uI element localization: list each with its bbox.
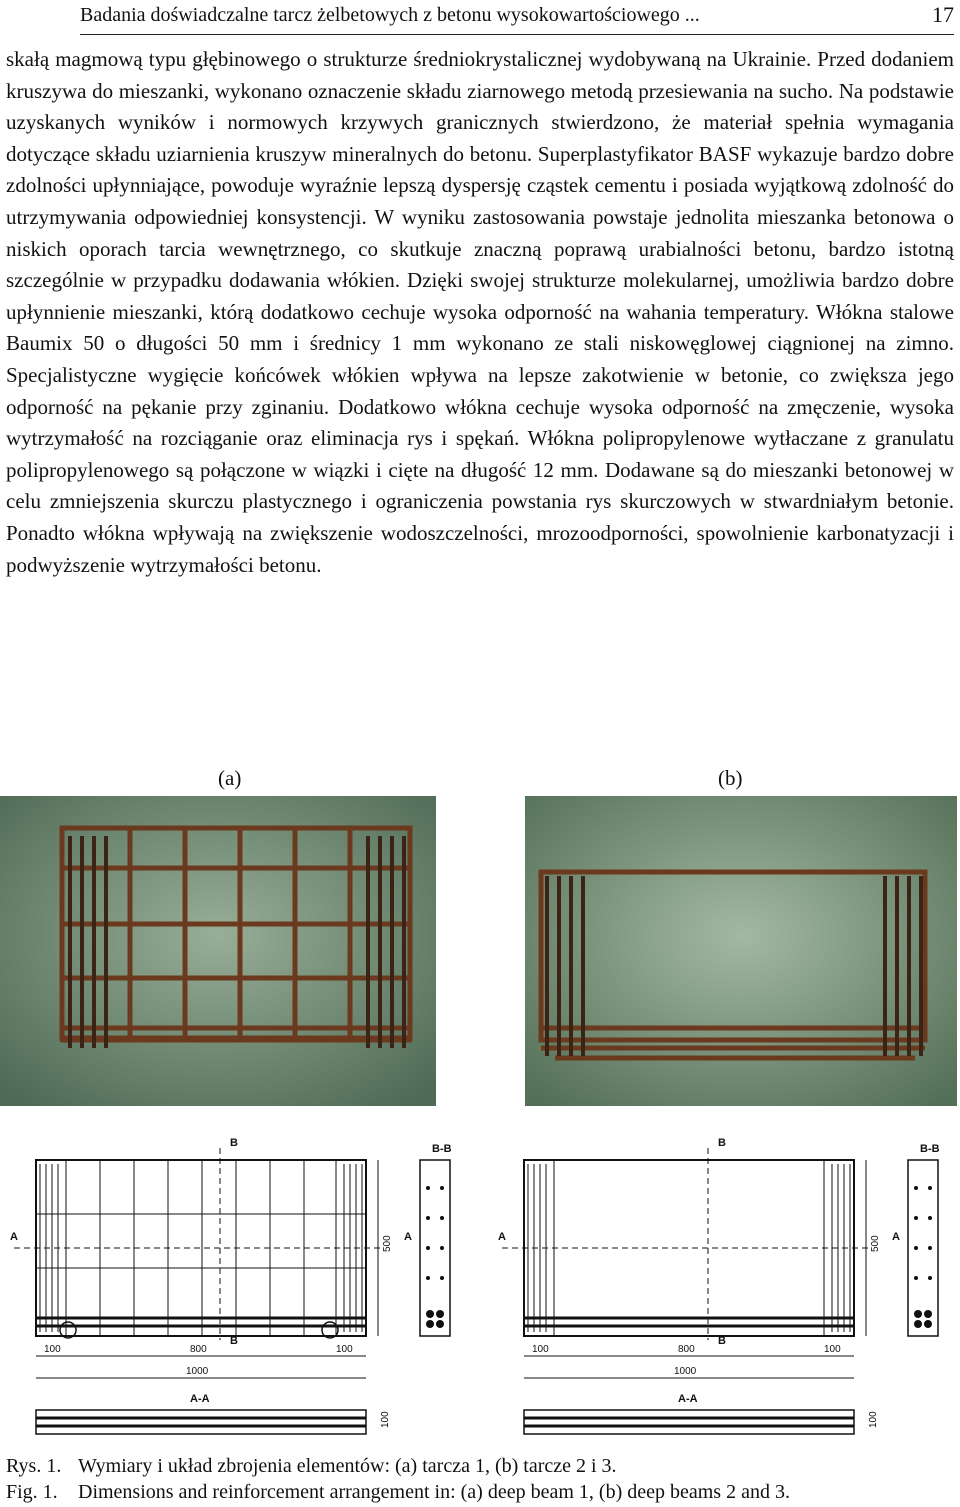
dim-total: 1000	[186, 1366, 209, 1377]
dim-depth: 100	[380, 1411, 391, 1428]
dim-depth: 100	[868, 1411, 879, 1428]
drawing-b	[488, 1128, 958, 1448]
label-a-left: A	[10, 1231, 18, 1243]
label-b-bottom: B	[230, 1335, 238, 1347]
page-number: 17	[932, 2, 954, 27]
page-header	[80, 0, 954, 35]
body-paragraph: skałą magmową typu głębinowego o strukturze średniokrystalicznej wydobywaną na Ukrainie. Przed dodaniem kruszywa do mieszanki, wykonano oznaczenie składu ziarnowego metodą przesiewania na sucho. Na podstawie uzyskanych wyników i normowych krzywych granicznych stwierdzono, że materiał spełnia wymagania dotyczące składu uziarnienia kruszyw mineralnych do betonu. Superplastyfikator BASF wykazuje bardzo dobre zdolności upłynniające, powoduje wyraźnie lepszą dyspersję cząstek cementu i posiada wyjątkową zdolność do utrzymywania odpowiedniej konsystencji. W wyniku zastosowania powstaje jednolita mieszanka betonowa o niskich oporach tarcia wewnętrznego, co skutkuje znaczną poprawą urabialności betonu, bardzo istotną szczególnie w przypadku dodawania włókien. Dzięki swojej strukturze molekularnej, umożliwia bardzo dobre upłynnienie mieszanki, którą dodatkowo cechuje wysoka odporność na wahania temperatury. Włókna stalowe Baumix 50 o długości 50 mm i średnicy 1 mm wykonano ze stali niskowęglowej ciągnionej na zimno. Specjalistyczne wygięcie końcówek włókien wpływa na lepsze zakotwienie w betonie, co zwiększa jego odporność na pękanie przy zginaniu. Dodatkowo włókna cechuje wysoka odporność na zmęczenie, wysoka wytrzymałość na rozciąganie oraz eliminacja rys i spękań. Włókna polipropylenowe wytłaczane z granulatu polipropylenowego są połączone w wiązki i cięte na długość 12 mm. Dodawane są do mieszanki betonowej w celu zmniejszenia skurczu plastycznego i ograniczenia powstania rys skurczowych w stwardniałym betonie. Ponadto włókna wpływają na zwiększenie wodoszczelności, mrozoodporności, spowolnienie karbonatyzacji i podwyższenie wytrzymałości betonu.	[6, 47, 954, 577]
caption-en-key: Fig. 1.	[6, 1481, 58, 1503]
label-aa: A-A	[678, 1393, 698, 1405]
caption-pl-key: Rys. 1.	[6, 1455, 62, 1477]
dim-left: 100	[532, 1344, 549, 1355]
drawing-a	[0, 1128, 470, 1448]
dim-middle: 800	[190, 1344, 207, 1355]
photo-b	[525, 796, 957, 1106]
label-a-left: A	[498, 1231, 506, 1243]
label-a-right: A	[892, 1231, 900, 1243]
photo-a	[0, 796, 436, 1106]
label-aa: A-A	[190, 1393, 210, 1405]
figure-label-a: (a)	[218, 766, 242, 790]
label-b-top: B	[718, 1137, 726, 1149]
caption-en	[6, 1481, 790, 1504]
dim-height: 500	[382, 1235, 393, 1252]
caption-en-text: Dimensions and reinforcement arrangement in: (a) deep beam 1, (b) deep beams 2 and 3.	[78, 1481, 790, 1503]
label-bb: B-B	[920, 1143, 940, 1155]
running-title: Badania doświadczalne tarcz żelbetowych z betonu wysokowartościowego ...	[80, 4, 700, 26]
figure-label-b: (b)	[718, 766, 743, 790]
dim-left: 100	[44, 1344, 61, 1355]
dim-height: 500	[870, 1235, 881, 1252]
label-a-right: A	[404, 1231, 412, 1243]
caption-pl-text: Wymiary i układ zbrojenia elementów: (a) tarcza 1, (b) tarcze 2 i 3.	[78, 1455, 617, 1477]
dim-middle: 800	[678, 1344, 695, 1355]
caption-pl	[6, 1455, 617, 1478]
label-bb: B-B	[432, 1143, 452, 1155]
label-b-top: B	[230, 1137, 238, 1149]
label-b-bottom: B	[718, 1335, 726, 1347]
dim-right: 100	[824, 1344, 841, 1355]
dim-total: 1000	[674, 1366, 697, 1377]
dim-right: 100	[336, 1344, 353, 1355]
